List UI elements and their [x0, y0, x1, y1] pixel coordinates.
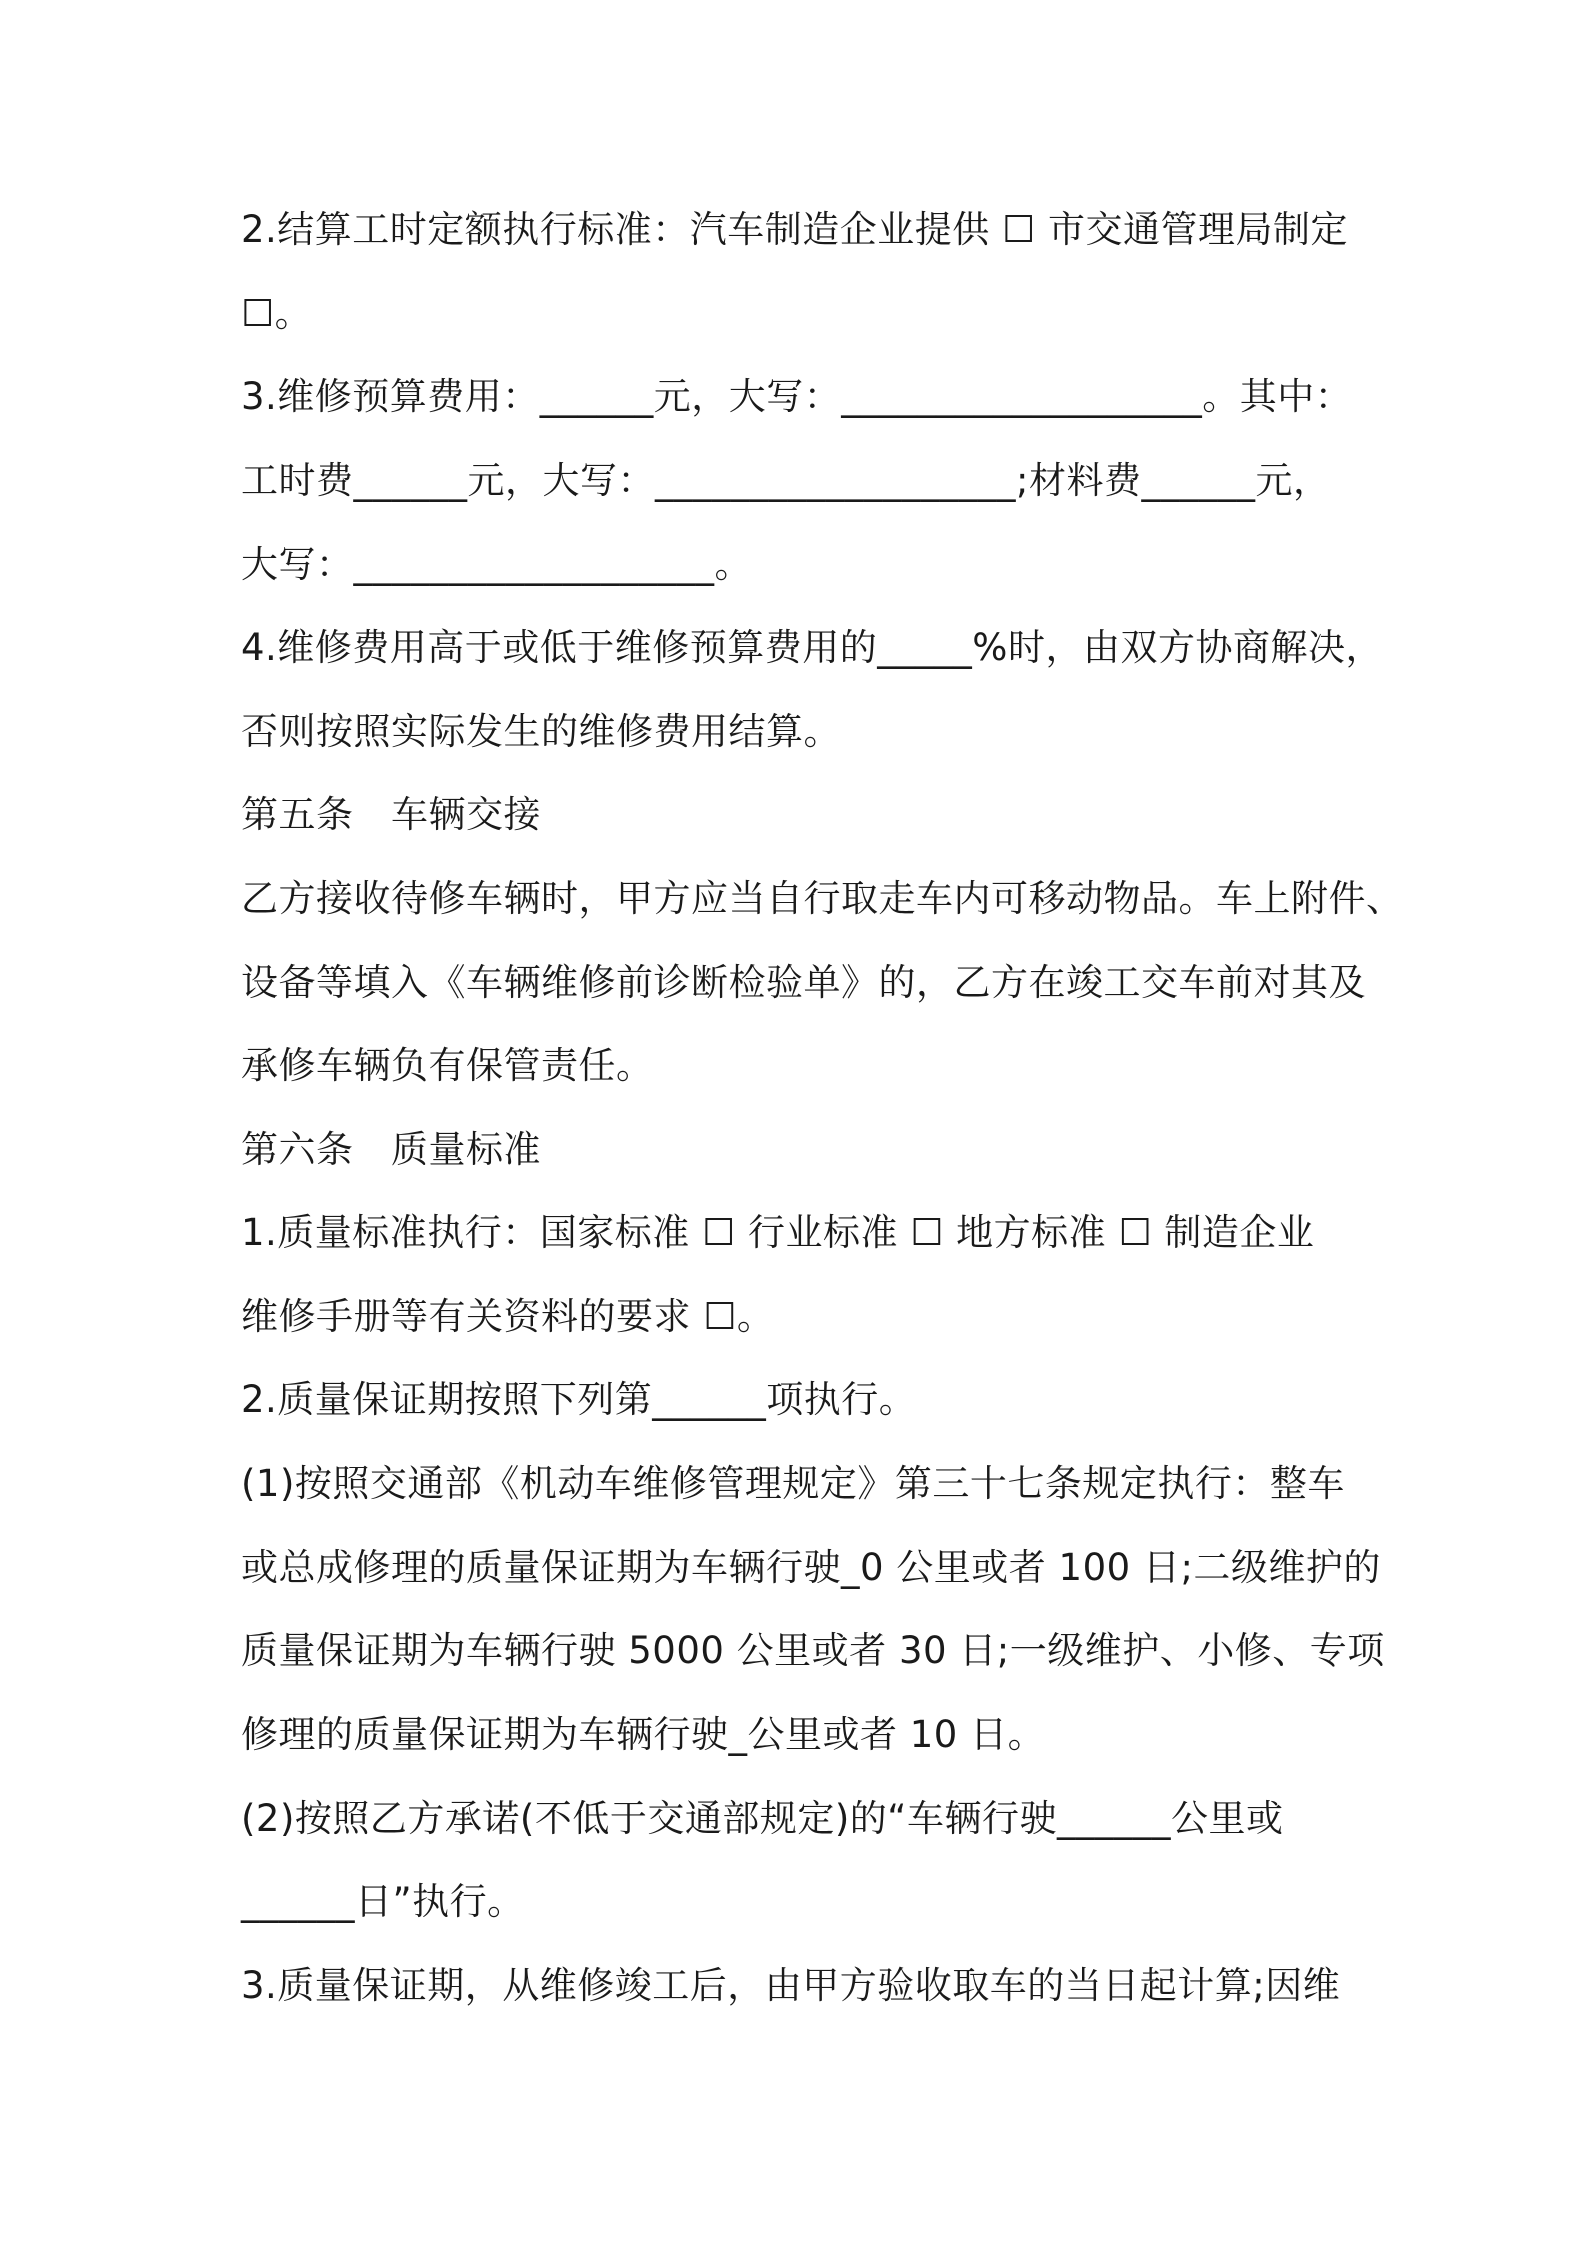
- text-line: 1.质量标准执行：国家标准 ☐ 行业标准 ☐ 地方标准 ☐ 制造企业: [241, 1211, 1315, 1254]
- text-line: 2.质量保证期按照下列第______项执行。: [241, 1378, 917, 1421]
- section-heading: 第五条 车辆交接: [241, 793, 541, 836]
- text-line: (2)按照乙方承诺(不低于交通部规定)的“车辆行驶______公里或: [241, 1797, 1284, 1840]
- text-line: 2.结算工时定额执行标准：汽车制造企业提供 ☐ 市交通管理局制定: [241, 208, 1348, 251]
- text-line: 或总成修理的质量保证期为车辆行驶_0 公里或者 100 日;二级维护的: [241, 1546, 1381, 1589]
- text-line: 4.维修费用高于或低于维修预算费用的_____%时，由双方协商解决，: [241, 626, 1383, 669]
- text-line: 设备等填入《车辆维修前诊断检验单》的，乙方在竣工交车前对其及: [241, 961, 1366, 1004]
- text-line: ☐。: [241, 292, 313, 335]
- text-line: 3.质量保证期，从维修竣工后，由甲方验收取车的当日起计算;因维: [241, 1964, 1341, 2007]
- text-line: 乙方接收待修车辆时，甲方应当自行取走车内可移动物品。车上附件、: [241, 877, 1404, 920]
- text-line: 维修手册等有关资料的要求 ☐。: [241, 1295, 775, 1338]
- text-line: (1)按照交通部《机动车维修管理规定》第三十七条规定执行：整车: [241, 1462, 1345, 1505]
- section-heading: 第六条 质量标准: [241, 1128, 541, 1171]
- text-line: ______日”执行。: [241, 1880, 525, 1923]
- text-line: 承修车辆负有保管责任。: [241, 1044, 654, 1087]
- text-line: 质量保证期为车辆行驶 5000 公里或者 30 日;一级维护、小修、专项: [241, 1629, 1385, 1672]
- text-line: 大写：___________________。: [241, 543, 752, 586]
- text-line: 修理的质量保证期为车辆行驶_公里或者 10 日。: [241, 1713, 1046, 1756]
- text-line: 工时费______元，大写：___________________;材料费______元，: [241, 459, 1331, 502]
- text-line: 否则按照实际发生的维修费用结算。: [241, 710, 841, 753]
- text-line: 3.维修预算费用：______元，大写：___________________。其中：: [241, 375, 1353, 418]
